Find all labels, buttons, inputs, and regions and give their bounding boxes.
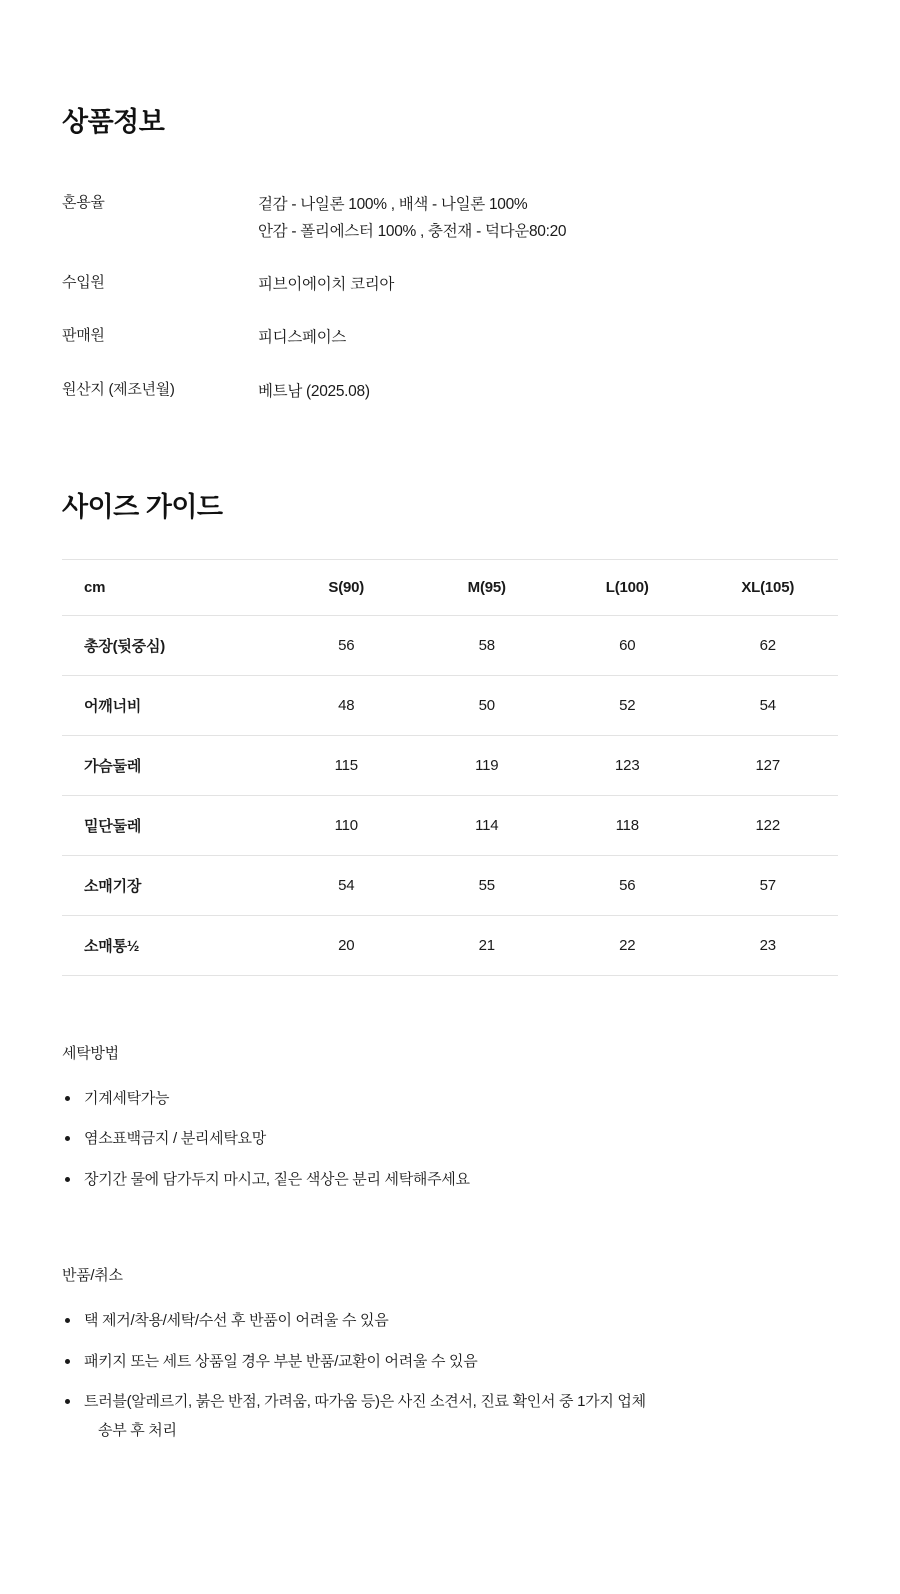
size-row-label: 밑단둘레: [62, 795, 276, 855]
table-row: [62, 271, 838, 324]
size-cell: 60: [557, 615, 698, 675]
size-column-header-xl: XL(105): [698, 559, 839, 615]
size-cell: 115: [276, 735, 417, 795]
info-label-origin: 원산지 (제조년월): [62, 380, 175, 398]
size-cell: 48: [276, 675, 417, 735]
list-item: [62, 1085, 838, 1114]
size-cell: 56: [557, 855, 698, 915]
size-cell: 54: [698, 675, 839, 735]
size-column-header-s: S(90): [276, 559, 417, 615]
size-cell: 50: [417, 675, 558, 735]
list-item-text: 패키지 또는 세트 상품일 경우 부분 반품/교환이 어려울 수 있음: [84, 1352, 478, 1370]
info-label-seller: 판매원: [62, 327, 105, 345]
washing-list: [62, 1085, 838, 1195]
size-row-label: 소매기장: [62, 855, 276, 915]
size-row-label: 어깨너비: [62, 675, 276, 735]
info-label-composition: 혼용율: [62, 194, 105, 211]
list-item-text: 염소표백금지 / 분리세탁요망: [84, 1130, 266, 1148]
info-value-importer: 피브이에이치 코리아: [258, 276, 395, 294]
size-cell: 54: [276, 855, 417, 915]
list-item: [62, 1125, 838, 1154]
size-cell: 58: [417, 615, 558, 675]
size-row-label: 소매통½: [62, 915, 276, 975]
size-cell: 52: [557, 675, 698, 735]
size-cell: 62: [698, 615, 839, 675]
return-policy-list: [62, 1307, 838, 1445]
size-cell: 122: [698, 795, 839, 855]
list-item: [62, 1388, 838, 1445]
size-column-header-l: L(100): [557, 559, 698, 615]
size-column-header-m: M(95): [417, 559, 558, 615]
table-row: [62, 324, 838, 377]
size-cell: 119: [417, 735, 558, 795]
list-item: [62, 1348, 838, 1377]
table-row: [62, 191, 838, 271]
info-value-seller: 피디스페이스: [258, 329, 347, 347]
return-policy-section: [62, 1264, 838, 1565]
list-item-text: 택 제거/착용/세탁/수선 후 반품이 어려울 수 있음: [84, 1312, 389, 1330]
table-row: [62, 855, 838, 915]
return-policy-heading: 반품/취소: [62, 1267, 123, 1285]
size-cell: 20: [276, 915, 417, 975]
size-row-label: 총장(뒷중심): [62, 615, 276, 675]
size-row-label: 가슴둘레: [62, 735, 276, 795]
table-row: [62, 795, 838, 855]
size-cell: 57: [698, 855, 839, 915]
product-info-table: [62, 191, 838, 405]
table-row: [62, 915, 838, 975]
size-cell: 21: [417, 915, 558, 975]
washing-instructions-section: [62, 1042, 838, 1195]
info-value-composition: [258, 191, 838, 271]
size-cell: 56: [276, 615, 417, 675]
size-guide-title: 사이즈 가이드: [62, 491, 223, 522]
size-cell: 55: [417, 855, 558, 915]
size-cell: 127: [698, 735, 839, 795]
size-cell: 123: [557, 735, 698, 795]
size-cell: 118: [557, 795, 698, 855]
page-title: 상품정보: [62, 107, 165, 137]
info-value-line: 겉감 - 나일론 100% , 배색 - 나일론 100%: [258, 196, 528, 213]
list-item-continuation: 송부 후 처리: [98, 1421, 177, 1439]
size-cell: 22: [557, 915, 698, 975]
table-header-row: [62, 559, 838, 615]
list-item: [62, 1307, 838, 1336]
info-value-line: 안감 - 폴리에스터 100% , 충전재 - 덕다운80:20: [258, 223, 567, 241]
info-value-origin: 베트남 (2025.08): [258, 382, 370, 400]
list-item-text: 트러블(알레르기, 붉은 반점, 가려움, 따가움 등)은 사진 소견서, 진료 확인서 중 1가지 업체: [84, 1393, 646, 1411]
table-row: [62, 378, 838, 405]
washing-heading: 세탁방법: [62, 1044, 119, 1062]
size-guide-table: [62, 559, 838, 976]
list-item-text: 기계세탁가능: [84, 1089, 170, 1107]
info-label-importer: 수입원: [62, 274, 105, 292]
table-row: [62, 615, 838, 675]
size-cell: 114: [417, 795, 558, 855]
list-item: [62, 1166, 838, 1195]
table-row: [62, 735, 838, 795]
size-cell: 110: [276, 795, 417, 855]
size-cell: 23: [698, 915, 839, 975]
table-row: [62, 675, 838, 735]
list-item-text: 장기간 물에 담가두지 마시고, 짙은 색상은 분리 세탁해주세요: [84, 1170, 470, 1188]
size-unit-header: cm: [62, 559, 276, 615]
